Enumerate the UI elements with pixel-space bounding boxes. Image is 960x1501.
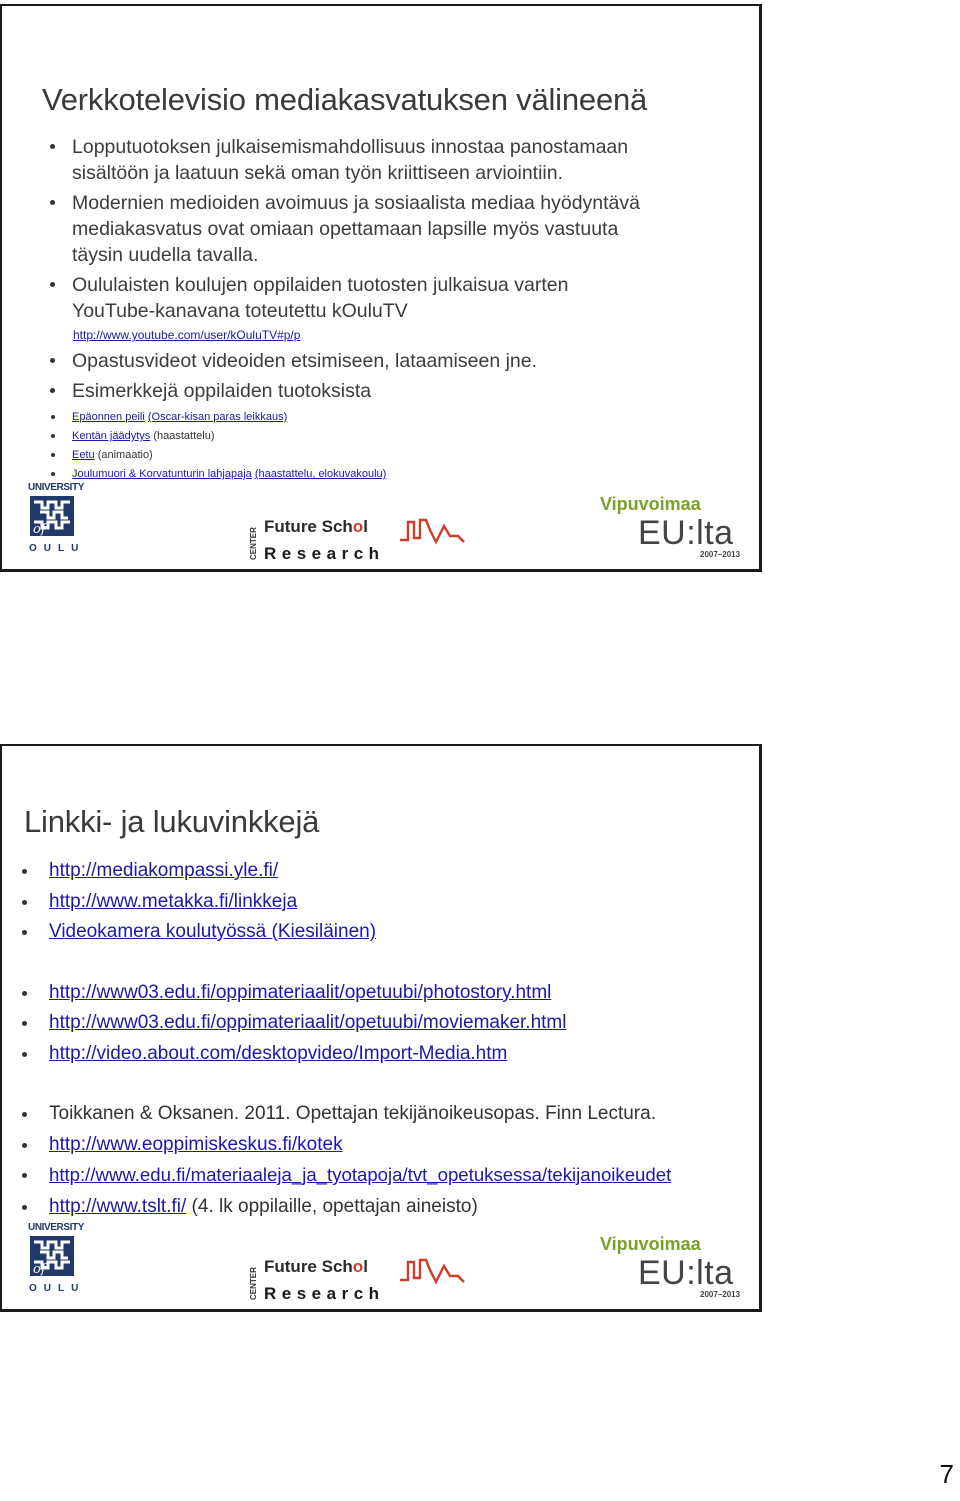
logo-text-center: CENTER (249, 527, 258, 560)
future-school-logo (248, 514, 468, 566)
list-item (2, 978, 760, 1009)
example-link[interactable]: Eetu (72, 449, 95, 461)
bullet-dot (51, 415, 55, 419)
center-label (248, 1260, 258, 1300)
logo-text-center: CENTER (249, 1267, 258, 1300)
list-item (2, 1008, 760, 1039)
oulu-crest-icon (30, 1236, 74, 1276)
bullet-dot (51, 472, 55, 476)
example-link[interactable]: Epäonnen peili (72, 411, 145, 423)
bullet-item (42, 348, 732, 374)
bullet-dot (50, 282, 55, 287)
list-spacer (2, 948, 760, 978)
bullet-dot (50, 388, 55, 393)
university-of-oulu-logo (28, 1222, 86, 1294)
link-list (2, 856, 760, 1222)
example-note: (animaatio) (97, 449, 153, 461)
list-spacer (2, 1069, 760, 1099)
list-item (2, 887, 760, 918)
bullet-dot (22, 900, 27, 905)
future-school-logo (248, 1254, 468, 1306)
reference-text: Toikkanen & Oksanen. 2011. Opettajan tekijänoikeusopas. Finn Lectura. (49, 1103, 656, 1124)
bullet-dot (51, 434, 55, 438)
years-text: 2007–2013 (700, 1290, 741, 1299)
link-eoppimiskeskus[interactable]: http://www.eoppimiskeskus.fi/kotek (49, 1133, 343, 1155)
eulta-text: EU:lta (638, 1254, 734, 1292)
bullet-item (42, 134, 732, 186)
university-of-oulu-logo (28, 482, 86, 554)
example-item (42, 465, 732, 484)
logo-text-university: UNIVERSITY (28, 482, 85, 493)
wave-icon (400, 1256, 466, 1286)
bullet-item (42, 378, 732, 404)
bullet-item (42, 272, 732, 324)
list-item (2, 1130, 760, 1161)
link-tslt[interactable]: http://www.tslt.fi/ (49, 1195, 187, 1217)
list-item (2, 1099, 760, 1130)
vipuvoimaa-text: Vipuvoimaa (600, 494, 701, 514)
page-number: 7 (939, 1459, 954, 1489)
example-item (42, 427, 732, 446)
research-text: Research (264, 544, 385, 563)
bullet-dot (50, 358, 55, 363)
bullet-line: Esimerkkejä oppilaiden tuotoksista (72, 380, 372, 402)
bullet-line: mediakasvatus ovat omiaan opettamaan lapsille myös vastuuta (72, 218, 619, 240)
vipuvoimaa-logo (600, 1234, 750, 1304)
center-label (248, 520, 258, 560)
bullet-line: täysin uudella tavalla. (72, 244, 259, 266)
bullet-line: sisältöön ja laatuun sekä oman työn kriittiseen arviointiin. (72, 162, 564, 184)
list-item (2, 917, 760, 948)
bullet-line: Opastusvideot videoiden etsimiseen, lataamiseen jne. (72, 350, 538, 372)
link-import-media[interactable]: http://video.about.com/desktopvideo/Import-Media.htm (49, 1042, 508, 1064)
bullet-line: Oululaisten koulujen oppilaiden tuotosten julkaisua varten (72, 274, 569, 296)
bullet-list (42, 134, 732, 484)
bullet-dot (22, 1021, 27, 1026)
example-note[interactable]: (haastattelu, elokuvakoulu) (254, 468, 387, 480)
youtube-link[interactable]: http://www.youtube.com/user/kOuluTV#p/p (73, 328, 301, 342)
slide-linkki-vinkit (0, 744, 762, 1312)
bullet-dot (51, 453, 55, 457)
link-tekijanoikeudet[interactable]: http://www.edu.fi/materiaaleja_ja_tyotapoja/tvt_opetuksessa/tekijanoikeudet (49, 1164, 672, 1185)
logo-text-of: of (33, 1262, 46, 1276)
bullet-line: Modernien medioiden avoimuus ja sosiaalista mediaa hyödyntävä (72, 192, 640, 214)
example-link[interactable]: Kentän jäädytys (72, 430, 151, 442)
link-photostory[interactable]: http://www03.edu.fi/oppimateriaalit/opetuubi/photostory.html (49, 981, 552, 1003)
vipuvoimaa-text: Vipuvoimaa (600, 1234, 701, 1254)
eulta-text: EU:lta (638, 514, 734, 552)
vipuvoimaa-logo (600, 494, 750, 564)
example-item (42, 446, 732, 465)
bullet-dot (22, 930, 27, 935)
bullet-dot (22, 1173, 27, 1178)
example-note: (haastattelu) (153, 430, 215, 442)
example-item (42, 408, 732, 427)
list-item (2, 1192, 760, 1223)
future-school-title: Future Schol (264, 1257, 368, 1276)
slide-verkkotelevisio (0, 4, 762, 572)
bullet-line: Lopputuotoksen julkaisemismahdollisuus innostaa panostamaan (72, 136, 629, 158)
list-item (2, 1039, 760, 1070)
link-metakka[interactable]: http://www.metakka.fi/linkkeja (49, 890, 298, 912)
bullet-dot (50, 200, 55, 205)
years-text: 2007–2013 (700, 550, 741, 559)
logo-text-oulu: OULU (29, 543, 86, 554)
bullet-dot (22, 991, 27, 996)
bullet-line: YouTube-kanavana toteutettu kOuluTV (72, 300, 408, 322)
link-videokamera[interactable]: Videokamera koulutyössä (Kiesiläinen) (49, 921, 377, 942)
bullet-dot (22, 1143, 27, 1148)
link-moviemaker[interactable]: http://www03.edu.fi/oppimateriaalit/opetuubi/moviemaker.html (49, 1012, 567, 1033)
list-item (2, 1160, 760, 1192)
bullet-dot (22, 1205, 27, 1210)
logo-text-of: of (33, 522, 46, 536)
example-note[interactable]: (Oscar-kisan paras leikkaus) (147, 411, 288, 423)
bullet-dot (22, 1052, 27, 1057)
bullet-dot (22, 869, 27, 874)
bullet-item (42, 190, 732, 268)
research-text: Research (264, 1284, 385, 1303)
slide-title: Verkkotelevisio mediakasvatuksen välineenä (42, 82, 648, 117)
list-item (2, 856, 760, 887)
future-school-title: Future Schol (264, 517, 368, 536)
link-mediakompassi[interactable]: http://mediakompassi.yle.fi/ (49, 860, 279, 881)
wave-icon (400, 516, 466, 546)
slide-title: Linkki- ja lukuvinkkejä (24, 804, 320, 839)
bullet-dot (50, 144, 55, 149)
oulu-crest-icon (30, 496, 74, 536)
tslt-description: (4. lk oppilaille, opettajan aineisto) (186, 1195, 478, 1217)
logo-text-university: UNIVERSITY (28, 1222, 85, 1233)
example-link[interactable]: Joulumuori & Korvatunturin lahjapaja (72, 468, 252, 480)
logo-text-oulu: OULU (29, 1283, 86, 1294)
bullet-dot (22, 1112, 27, 1117)
